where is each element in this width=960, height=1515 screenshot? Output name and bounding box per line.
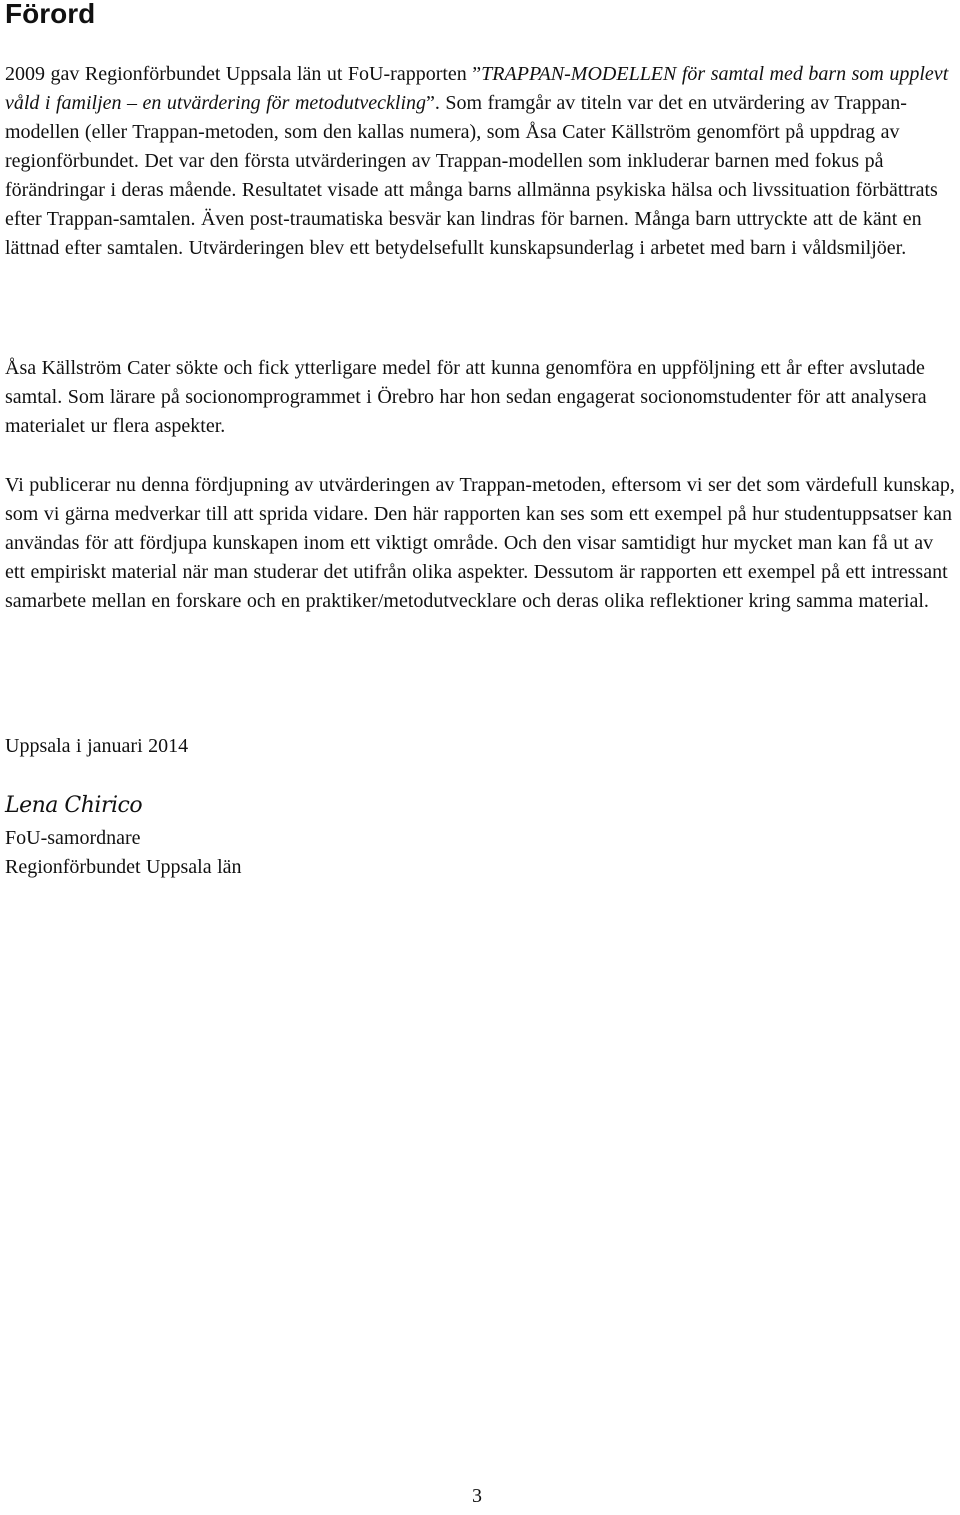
signatory-organization: Regionförbundet Uppsala län — [5, 856, 242, 878]
page-title: Förord — [5, 0, 96, 29]
page-number: 3 — [472, 1485, 482, 1507]
intro-continuation-text: ”. Som framgår av titeln var det en utvärdering av Trappan-modellen (eller Trappan-metoden, som den kallas numera), som Åsa Cater Källström genomfört på uppdrag av regionförbundet. Det var den första utvärderingen av Trappan-modellen som inkluderar barnen med fokus på förändringar i deras mående. Resultatet visade att många barns allmänna psykiska hälsa och livssituation förbättrats efter Trappan-samtalen. Även post-traumatiska besvär kan lindras för barnen. Många barn uttryckte att de känt en lättnad efter samtalen. Utvärderingen blev ett betydelsefullt kunskapsunderlag i arbetet med barn i våldsmiljöer. — [5, 92, 938, 259]
paragraph-intro — [5, 60, 955, 263]
signatory-role: FoU-samordnare — [5, 827, 141, 849]
paragraph-follow-up: Åsa Källström Cater sökte och fick ytterligare medel för att kunna genomföra en uppföljning ett år efter avslutade samtal. Som lärare på socionomprogrammet i Örebro har hon sedan engagerat socionomstudenter för att analysera materialet ur flera aspekter. — [5, 357, 927, 437]
report-title: TRAPPAN-MODELLEN för samtal med barn som upplevt våld i familjen – en utvärdering för metodutveckling — [5, 63, 949, 114]
handwritten-signature: Lena Chirico — [5, 793, 143, 818]
paragraph-publication: Vi publicerar nu denna fördjupning av utvärderingen av Trappan-metoden, eftersom vi ser det som värdefull kunskap, som vi gärna medverkar till att sprida vidare. Den här rapporten kan ses som ett exempel på hur studentuppsatser kan användas för att fördjupa kunskapen inom ett viktigt område. Och den visar samtidigt hur mycket man kan få ut av ett empiriskt material när man studerar det utifrån olika aspekter. Dessutom är rapporten ett exempel på ett intressant samarbete mellan en forskare och en praktiker/metodutvecklare och deras olika reflektioner kring samma material. — [5, 474, 955, 612]
intro-lead-text: 2009 gav Regionförbundet Uppsala län ut FoU-rapporten ” — [5, 63, 482, 85]
place-date: Uppsala i januari 2014 — [5, 735, 189, 757]
